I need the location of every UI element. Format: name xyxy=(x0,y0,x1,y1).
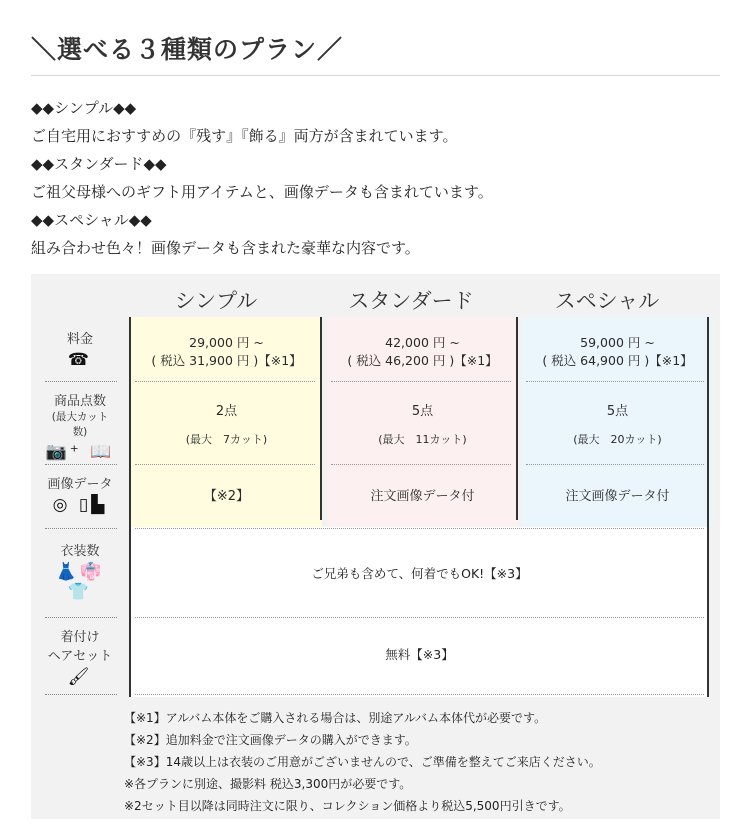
label-divider xyxy=(45,617,117,618)
image-data-simple: 【※2】 xyxy=(203,489,250,504)
row-label-price xyxy=(45,328,115,370)
label-divider xyxy=(45,528,117,529)
shared-rows-background xyxy=(131,527,708,697)
column-divider xyxy=(707,317,709,697)
row-divider xyxy=(526,464,704,465)
row-label-dressing xyxy=(45,626,115,687)
price-standard-amount: 42,000 円 ~ xyxy=(385,335,460,350)
hair-brush-icon: 🖌 xyxy=(67,667,93,687)
row-divider xyxy=(135,694,704,695)
row-divider xyxy=(331,381,511,382)
note-3: 【※3】14歳以上は衣装のご用意がございませんので、ご準備を整えてご来店ください。 xyxy=(124,755,601,769)
price-simple xyxy=(131,333,322,369)
cuts-simple: (最大 7カット) xyxy=(185,433,268,446)
image-data-special: 注文画像データ付 xyxy=(565,489,670,504)
row-label-items-text: 商品点数 xyxy=(53,394,106,409)
price-special xyxy=(522,333,713,369)
plan-header-simple: シンプル xyxy=(174,289,258,313)
items-simple: 2点 xyxy=(215,404,238,419)
row-label-costume xyxy=(45,540,115,602)
camera-book-icon: 📷⁺ 📖 xyxy=(45,442,115,462)
intro-heading-standard: ◆◆スタンダード◆◆ xyxy=(31,155,167,173)
intro-heading-special: ◆◆スペシャル◆◆ xyxy=(31,211,152,229)
note-2: 【※2】追加料金で注文画像データの購入ができます。 xyxy=(124,733,417,747)
price-standard-tax: ( 税込 46,200 円 )【※1】 xyxy=(347,353,498,368)
costume-all-plans: ご兄弟も含めて、何着でもOK!【※3】 xyxy=(311,566,528,581)
row-label-image-text: 画像データ xyxy=(47,477,113,492)
row-divider xyxy=(135,381,315,382)
footnotes xyxy=(124,707,601,817)
items-standard: 5点 xyxy=(411,404,434,419)
image-data-standard: 注文画像データ付 xyxy=(370,489,475,504)
cuts-standard: (最大 11カット) xyxy=(378,433,467,446)
label-divider xyxy=(45,694,117,695)
intro-text-standard: ご祖父母様へのギフト用アイテムと、画像データも含まれています。 xyxy=(31,183,493,201)
row-label-items xyxy=(45,390,115,462)
row-label-image xyxy=(45,473,115,515)
title-divider xyxy=(31,75,720,76)
row-divider xyxy=(135,464,315,465)
row-divider xyxy=(135,528,704,529)
costume-icon: 👗👘👕 xyxy=(55,562,105,602)
row-divider xyxy=(135,617,704,618)
price-special-amount: 59,000 円 ~ xyxy=(580,335,655,350)
dressing-all-plans: 無料【※3】 xyxy=(385,647,454,662)
row-divider xyxy=(526,381,704,382)
row-label-costume-text: 衣装数 xyxy=(60,544,100,559)
plan-header-special: スペシャル xyxy=(554,289,660,313)
row-label-items-sub: (最大カット数) xyxy=(51,411,109,438)
price-simple-amount: 29,000 円 ~ xyxy=(189,335,264,350)
row-label-dressing-text-1: 着付け xyxy=(60,630,100,645)
cuts-special: (最大 20カット) xyxy=(573,433,662,446)
price-special-tax: ( 税込 64,900 円 )【※1】 xyxy=(542,353,693,368)
row-label-price-text: 料金 xyxy=(66,332,93,347)
note-1: 【※1】アルバム本体をご購入される場合は、別途アルバム本体代が必要です。 xyxy=(124,711,547,725)
page-title: ＼選べる３種類のプラン／ xyxy=(31,35,344,64)
price-standard xyxy=(327,333,518,369)
note-4: ※各プランに別途、撮影料 税込3,300円が必要です。 xyxy=(124,777,412,791)
label-divider xyxy=(45,381,117,382)
note-5: ※2セット目以降は同時注文に限り、コレクション価格より税込5,500円引きです。 xyxy=(124,799,571,813)
row-label-dressing-text-2: ヘアセット xyxy=(47,649,113,664)
items-special: 5点 xyxy=(606,404,629,419)
column-divider xyxy=(129,317,131,697)
price-simple-tax: ( 税込 31,900 円 )【※1】 xyxy=(151,353,302,368)
intro-text-special: 組み合わせ色々！画像データも含まれた豪華な内容です。 xyxy=(31,239,420,257)
plan-intro xyxy=(31,94,493,262)
label-divider xyxy=(45,464,117,465)
disc-phone-icon: ◎ ▯▙ xyxy=(52,495,108,515)
intro-text-simple: ご自宅用におすすめの『残す』『飾る』両方が含まれています。 xyxy=(31,127,458,145)
plan-header-standard: スタンダード xyxy=(348,289,474,313)
intro-heading-simple: ◆◆シンプル◆◆ xyxy=(31,99,137,117)
row-divider xyxy=(331,464,511,465)
telephone-icon: ☎ xyxy=(67,350,93,370)
